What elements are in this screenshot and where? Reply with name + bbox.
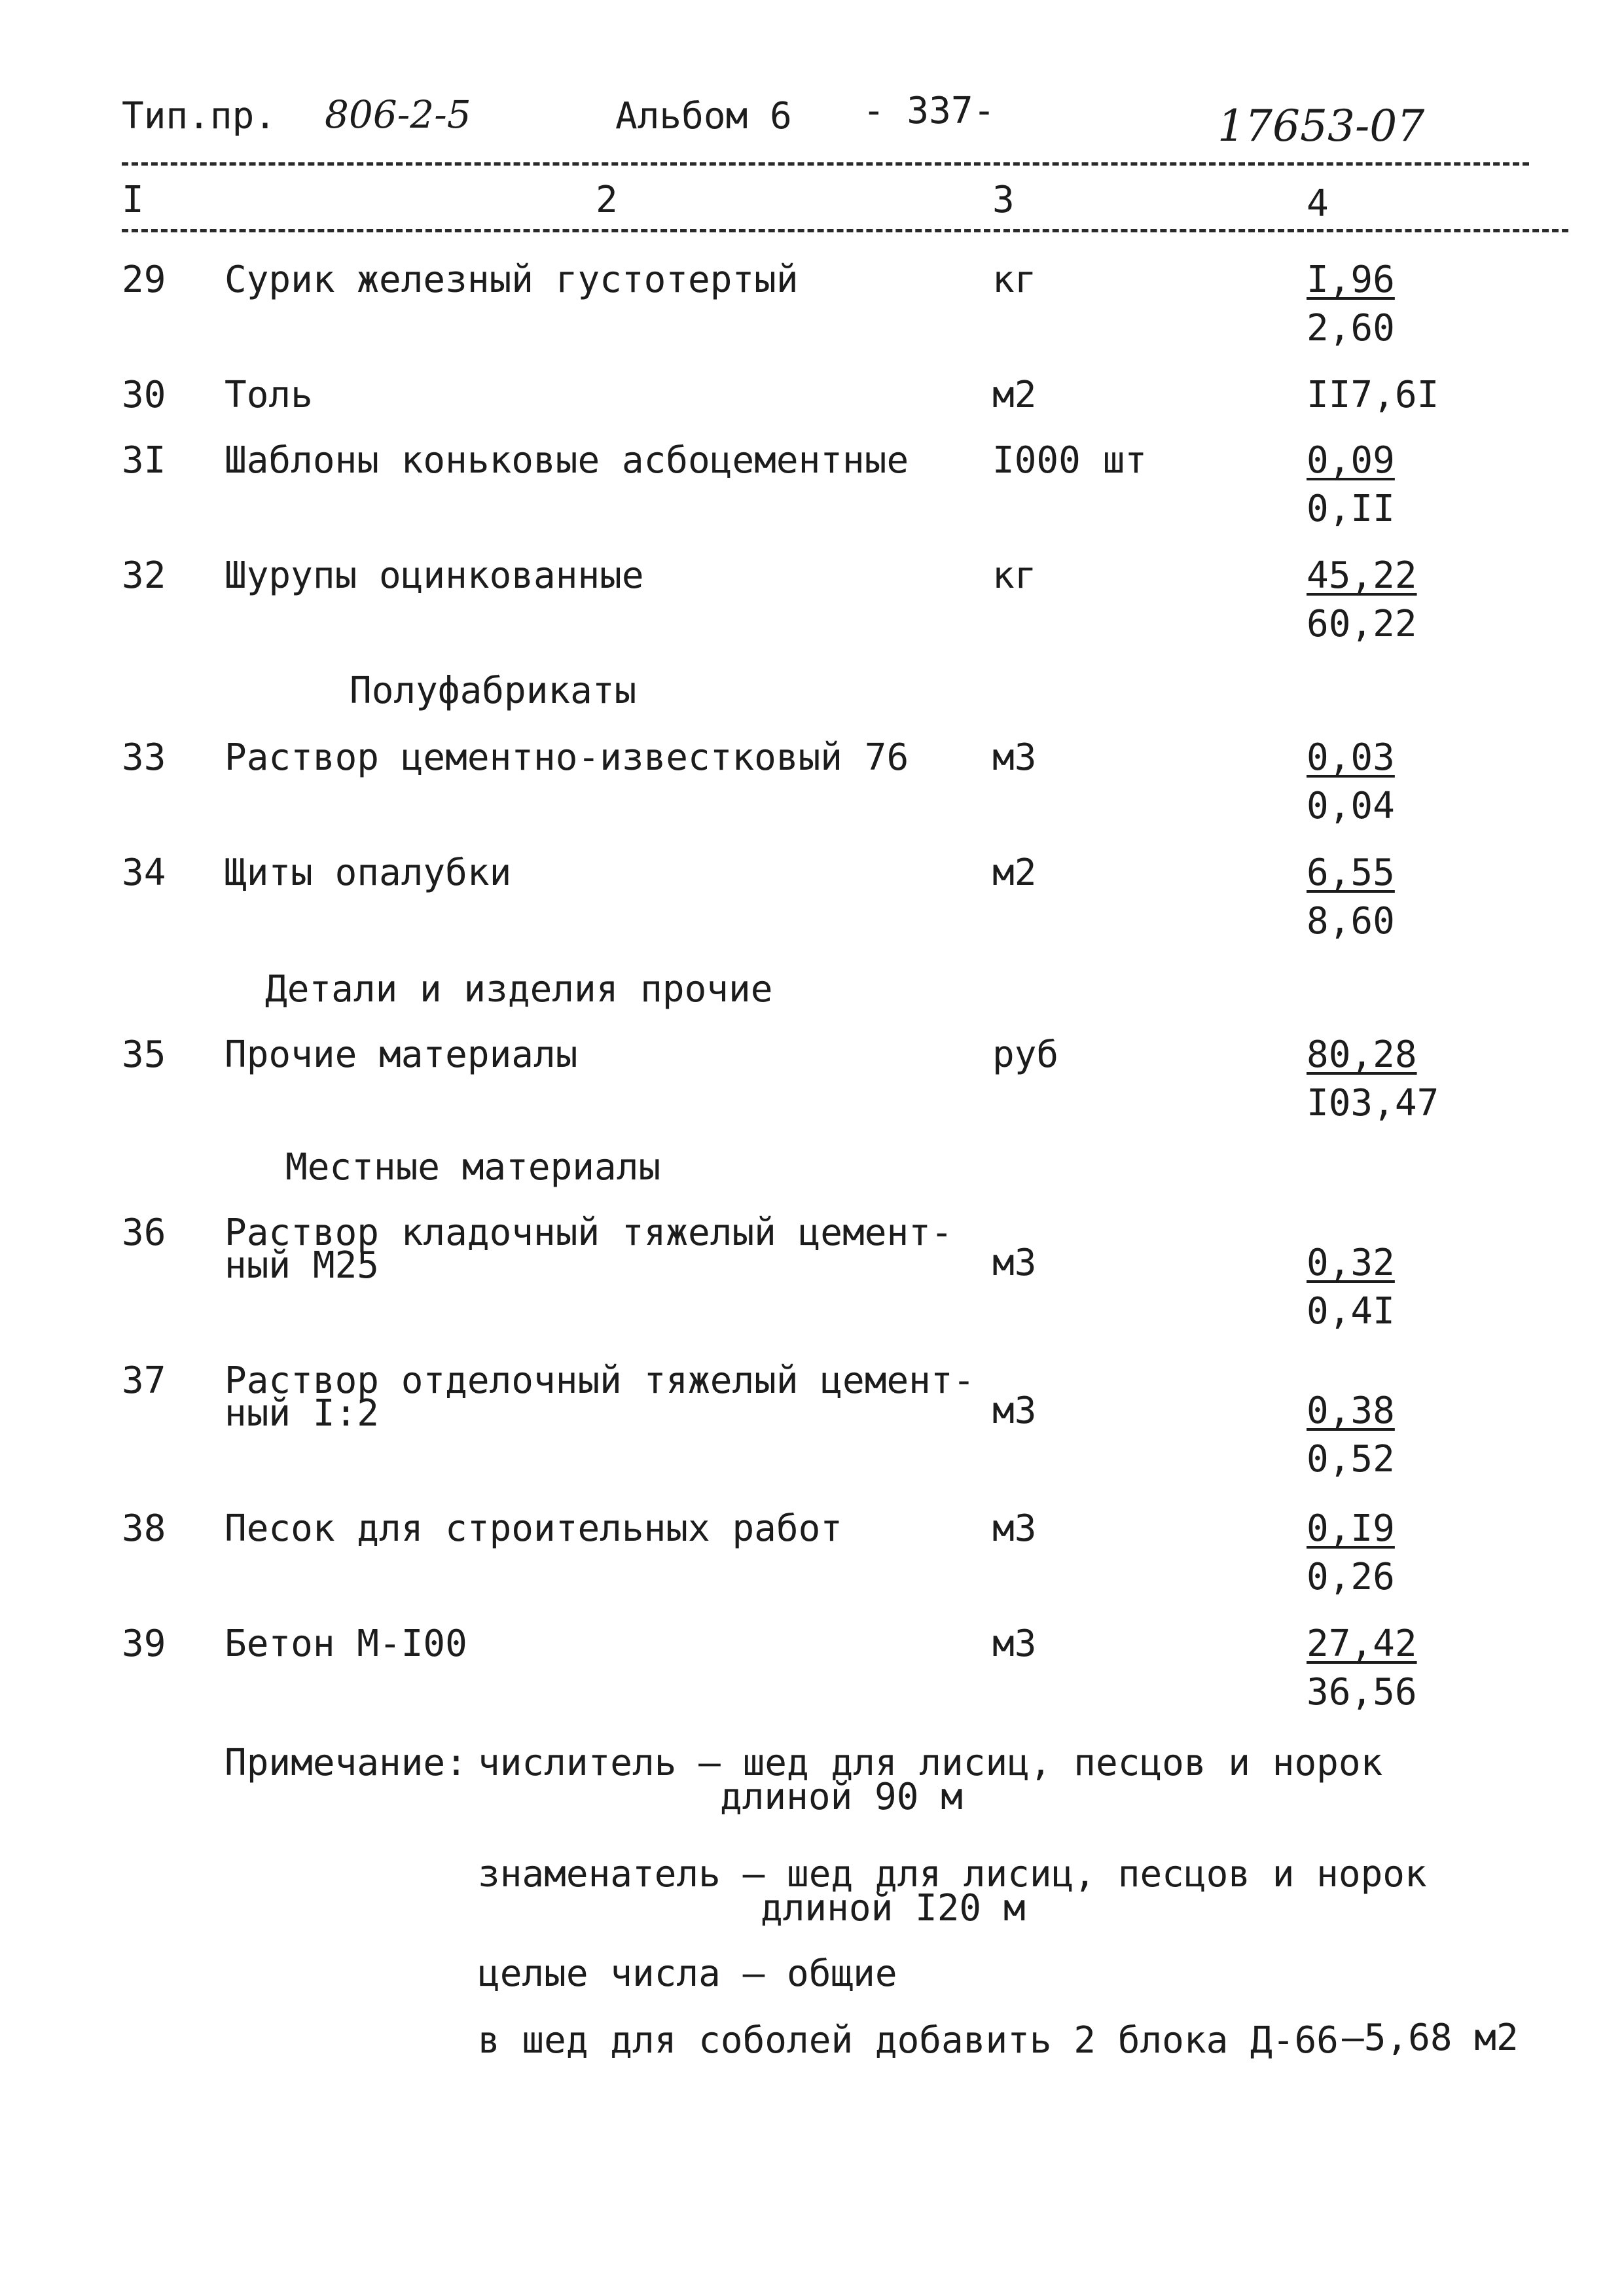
value-denominator: 60,22	[1307, 603, 1417, 645]
header-divider-top	[122, 162, 1529, 166]
row-number: 30	[122, 374, 166, 416]
unit: м2	[992, 374, 1037, 416]
unit: кг	[992, 259, 1037, 301]
material-name: Щиты опалубки	[225, 852, 512, 894]
material-name: Прочие материалы	[225, 1033, 578, 1076]
row-number: 37	[122, 1359, 166, 1402]
type-label: Тип.пр.	[122, 95, 277, 137]
material-name: Бетон М-I00	[225, 1623, 467, 1665]
column-header-3: 3	[992, 179, 1015, 221]
table-row	[0, 1623, 1624, 1731]
table-row	[0, 1507, 1624, 1615]
material-name-continued: ный М25	[225, 1244, 380, 1287]
note-sable-value: –5,68 м2	[1342, 2017, 1519, 2059]
value-numerator: 0,32	[1307, 1242, 1395, 1284]
value-numerator: 0,I9	[1307, 1507, 1395, 1550]
table-row	[0, 554, 1624, 662]
column-header-1: I	[122, 179, 144, 221]
header-divider-bottom	[122, 229, 1568, 232]
value-numerator: I,96	[1307, 259, 1395, 301]
section-heading-parts: Детали и изделия прочие	[265, 968, 773, 1011]
value-denominator: 0,26	[1307, 1556, 1395, 1598]
value-numerator: 6,55	[1307, 852, 1395, 894]
section-heading-semi: Полуфабрикаты	[350, 670, 637, 712]
value-numerator: 45,22	[1307, 554, 1417, 597]
album-label: Альбом 6	[615, 95, 792, 137]
row-number: 38	[122, 1507, 166, 1550]
row-number: 29	[122, 259, 166, 301]
value-numerator: 0,38	[1307, 1390, 1395, 1432]
material-name: Раствор отделочный тяжелый цемент-	[225, 1359, 975, 1402]
material-name: Песок для строительных работ	[225, 1507, 843, 1550]
row-number: 36	[122, 1212, 166, 1254]
note-denominator-line: знаменатель – шед для лисиц, песцов и норок	[478, 1853, 1427, 1895]
value-numerator: 80,28	[1307, 1033, 1417, 1076]
unit: руб	[992, 1033, 1059, 1076]
value-denominator: 0,II	[1307, 488, 1395, 530]
note-numerator-length: длиной 90 м	[720, 1776, 963, 1818]
column-header-2: 2	[596, 179, 618, 221]
material-name-continued: ный I:2	[225, 1392, 380, 1435]
value-numerator: 0,09	[1307, 439, 1395, 482]
material-name: Раствор цементно-известковый 76	[225, 736, 909, 779]
material-name: Толь	[225, 374, 313, 416]
unit: кг	[992, 554, 1037, 597]
note-denominator-length: длиной I20 м	[761, 1887, 1026, 1930]
value-denominator: 0,52	[1307, 1438, 1395, 1481]
unit: I000 шт	[992, 439, 1147, 482]
row-number: 35	[122, 1033, 166, 1076]
table-row	[0, 852, 1624, 960]
value-total: II7,6I	[1307, 374, 1439, 416]
value-denominator: 8,60	[1307, 900, 1395, 943]
row-number: 3I	[122, 439, 166, 482]
row-number: 39	[122, 1623, 166, 1665]
column-header-4: 4	[1307, 183, 1329, 225]
row-number: 32	[122, 554, 166, 597]
unit: м3	[992, 736, 1037, 779]
value-numerator: 0,03	[1307, 736, 1395, 779]
material-name: Раствор кладочный тяжелый цемент-	[225, 1212, 953, 1254]
section-heading-local: Местные материалы	[285, 1146, 661, 1189]
value-numerator: 27,42	[1307, 1623, 1417, 1665]
material-name: Сурик железный густотертый	[225, 259, 799, 301]
unit: м3	[992, 1242, 1037, 1284]
value-denominator: I03,47	[1307, 1082, 1439, 1124]
table-row	[0, 1359, 1624, 1481]
value-denominator: 0,04	[1307, 785, 1395, 827]
value-denominator: 2,60	[1307, 307, 1395, 350]
note-label: Примечание:	[225, 1742, 467, 1784]
value-denominator: 0,4I	[1307, 1290, 1395, 1333]
row-number: 34	[122, 852, 166, 894]
doc-code: 17653-07	[1218, 101, 1425, 151]
value-denominator: 36,56	[1307, 1671, 1417, 1714]
note-sable-shed: в шед для соболей добавить 2 блока Д-66	[478, 2019, 1339, 2062]
note-totals: целые числа – общие	[478, 1952, 897, 1995]
table-row	[0, 259, 1624, 367]
material-name: Шурупы оцинкованные	[225, 554, 644, 597]
material-name: Шаблоны коньковые асбоцементные	[225, 439, 909, 482]
table-row	[0, 439, 1624, 547]
note-numerator-line: числитель – шед для лисиц, песцов и норок	[478, 1742, 1383, 1784]
unit: м3	[992, 1623, 1037, 1665]
unit: м3	[992, 1390, 1037, 1432]
unit: м3	[992, 1507, 1037, 1550]
unit: м2	[992, 852, 1037, 894]
table-row	[0, 1033, 1624, 1141]
table-row	[0, 1212, 1624, 1333]
row-number: 33	[122, 736, 166, 779]
type-number: 806-2-5	[325, 92, 471, 137]
page-number: - 337-	[863, 90, 996, 132]
table-row	[0, 736, 1624, 844]
